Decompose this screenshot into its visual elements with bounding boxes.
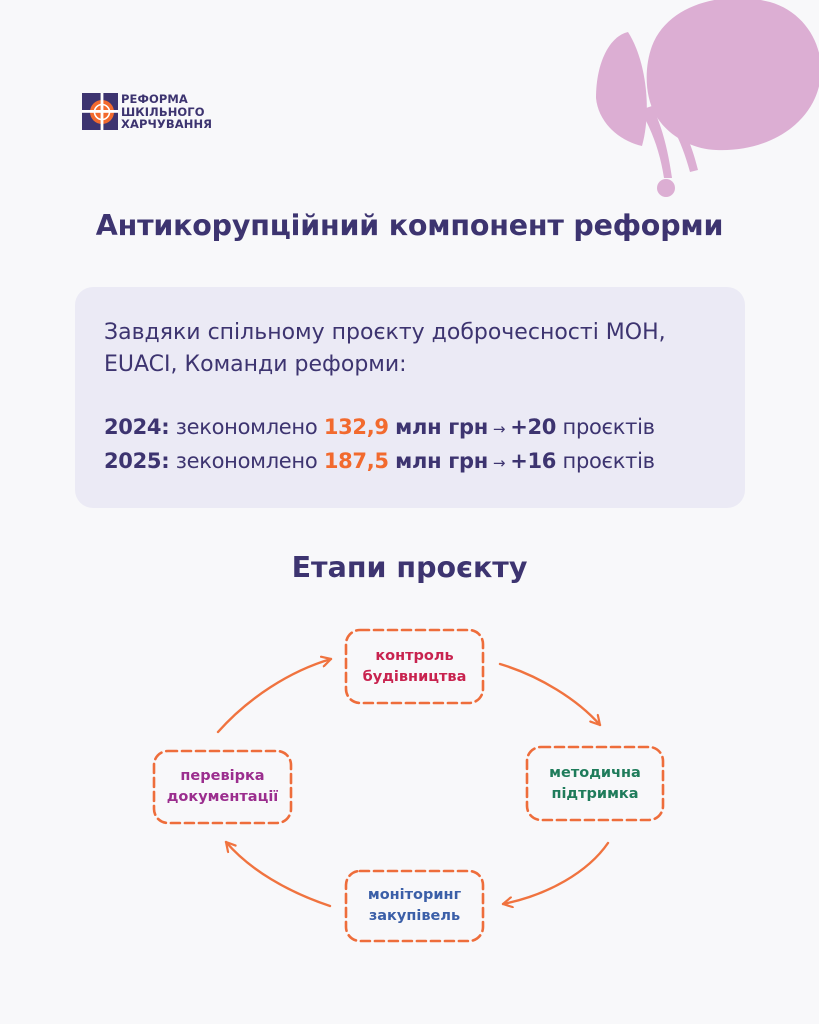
brand-line-2: ШКІЛЬНОГО bbox=[121, 104, 205, 119]
row-label: проєктів bbox=[562, 449, 655, 473]
arrow-right-icon: → bbox=[492, 420, 506, 438]
stages-title: Етапи проєкту bbox=[291, 551, 528, 584]
row-count: +16 bbox=[510, 449, 557, 473]
brand-line-3: ХАРЧУВАННЯ bbox=[121, 117, 213, 131]
row-verb: зекономлено bbox=[175, 449, 318, 473]
row-amount: 187,5 bbox=[323, 449, 389, 473]
page-title: Антикорупційний компонент реформи bbox=[95, 209, 724, 242]
stage-label-line-1: перевірка bbox=[180, 768, 265, 784]
row-year: 2024: bbox=[104, 415, 170, 439]
row-amount: 132,9 bbox=[323, 415, 389, 439]
stage-label-line-2: будівництва bbox=[362, 668, 467, 685]
stage-label-line-1: контроль bbox=[375, 647, 454, 664]
stage-label-line-1: моніторинг bbox=[367, 887, 462, 903]
cycle-arrow-2 bbox=[503, 843, 608, 904]
row-year: 2025: bbox=[104, 449, 170, 473]
row-unit: млн грн bbox=[395, 415, 488, 439]
cycle-arrow-3 bbox=[226, 842, 330, 906]
stage-documentation-check bbox=[154, 751, 291, 823]
stage-procurement-monitoring bbox=[346, 871, 483, 941]
cycle-arrow-1 bbox=[500, 664, 600, 725]
stage-label-line-2: закупівель bbox=[368, 908, 461, 924]
brand-line-1: РЕФОРМА bbox=[121, 92, 188, 106]
row-verb: зекономлено bbox=[175, 415, 318, 439]
stage-methodical-support bbox=[527, 747, 663, 820]
card-intro: Завдяки спільному проєкту доброчесності МОН, EUACI, Команди реформи: bbox=[104, 320, 666, 377]
row-unit: млн грн bbox=[395, 449, 488, 473]
stage-label-line-2: документації bbox=[166, 789, 279, 805]
arrow-right-icon: → bbox=[492, 454, 506, 472]
row-label: проєктів bbox=[562, 415, 655, 439]
cycle-arrow-4 bbox=[218, 659, 331, 732]
row-count: +20 bbox=[510, 415, 557, 439]
stage-label-line-2: підтримка bbox=[551, 785, 639, 802]
stage-label-line-1: методична bbox=[549, 764, 641, 781]
stage-construction-control bbox=[346, 630, 483, 703]
